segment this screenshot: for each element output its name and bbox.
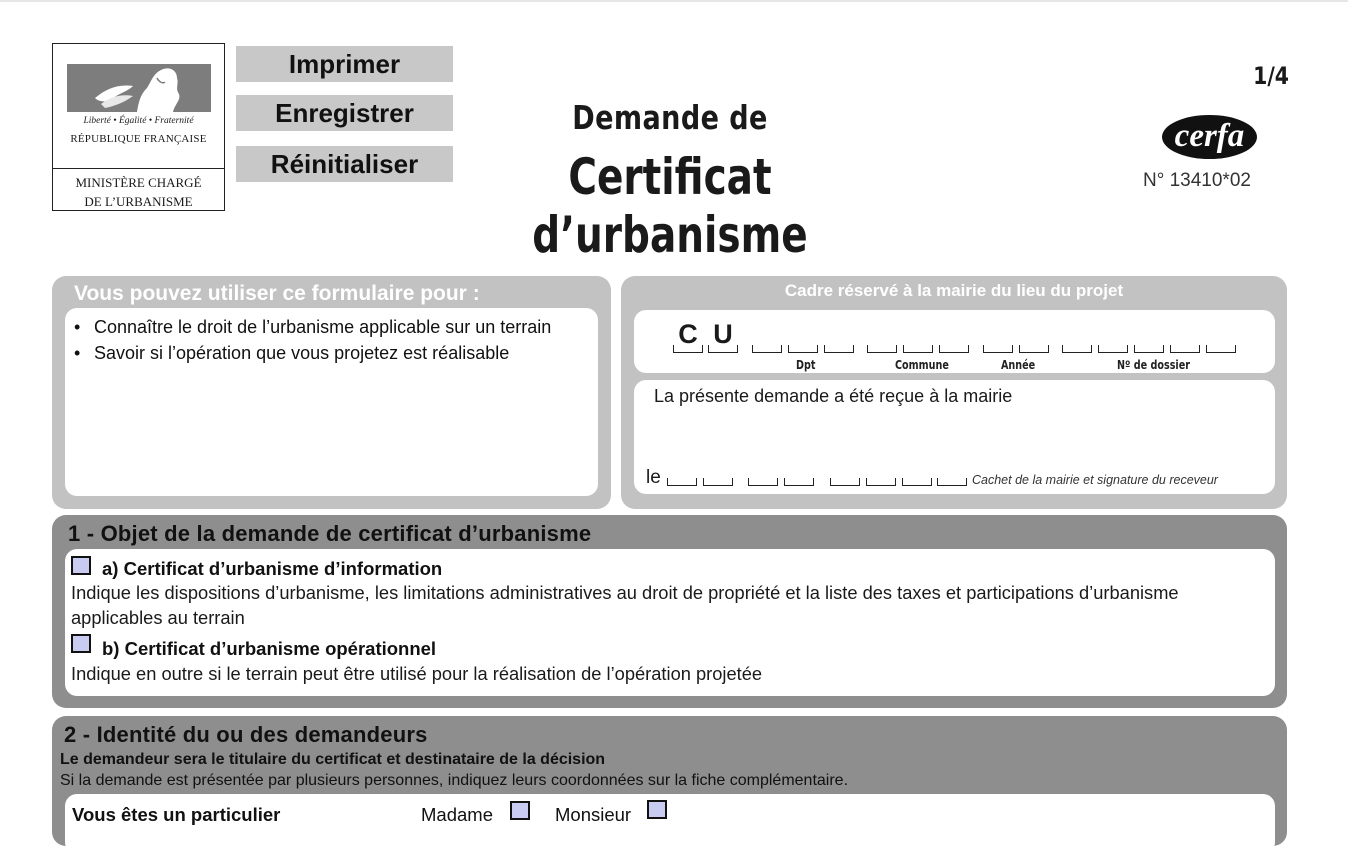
monsieur-label: Monsieur: [555, 804, 632, 825]
republic-motto: Liberté • Égalité • Fraternité: [83, 116, 194, 126]
usage-item-text: Savoir si l’opération que vous projetez est réalisable: [94, 343, 510, 363]
commune-cell[interactable]: [903, 322, 933, 353]
stamp-caption: Cachet de la mairie et signature du receveur: [972, 473, 1218, 487]
print-button[interactable]: Imprimer: [236, 46, 453, 82]
top-divider: [0, 0, 1348, 2]
date-cell[interactable]: [784, 455, 814, 486]
madame-checkbox[interactable]: [510, 801, 530, 820]
ministry-line-1: MINISTÈRE CHARGÉ: [75, 175, 202, 190]
option-a-label: a) Certificat d’urbanisme d’information: [102, 558, 443, 579]
section-2-subtitle: Le demandeur sera le titulaire du certificat et destinataire de la décision: [60, 751, 606, 768]
form-title-line-1: Demande de: [572, 98, 768, 137]
bullet-icon: •: [74, 317, 81, 337]
usage-item-text: Connaître le droit de l’urbanisme applicable sur un terrain: [94, 317, 552, 337]
dpt-label: Dpt: [796, 358, 816, 372]
commune-cell[interactable]: [867, 322, 897, 353]
date-label: le: [646, 467, 661, 488]
dossier-cell[interactable]: [1170, 322, 1200, 353]
save-button[interactable]: Enregistrer: [236, 95, 453, 131]
usage-item: [74, 314, 592, 340]
republic-logo: [52, 43, 225, 211]
marianne-icon: [67, 64, 211, 112]
dpt-cell[interactable]: [824, 322, 854, 353]
option-a-checkbox[interactable]: [71, 556, 91, 575]
cu-letter: U: [713, 319, 733, 349]
date-cell[interactable]: [667, 455, 697, 486]
date-cell[interactable]: [902, 455, 932, 486]
dossier-label: Nº de dossier: [1117, 358, 1190, 372]
ministry-name: [53, 173, 224, 211]
date-cell[interactable]: [830, 455, 860, 486]
madame-label: Madame: [421, 804, 493, 825]
reception-text: La présente demande a été reçue à la mairie: [654, 386, 1013, 406]
commune-label: Commune: [895, 358, 949, 372]
date-cell[interactable]: [866, 455, 896, 486]
option-a-description: Indique les dispositions d’urbanisme, les limitations administratives au droit de propriété et la liste des taxes et participations d’urbanisme applicables au terrain: [71, 582, 1179, 628]
dossier-cell[interactable]: [1134, 322, 1164, 353]
bullet-icon: •: [74, 343, 81, 363]
monsieur-checkbox[interactable]: [647, 800, 667, 819]
section-2-note: Si la demande est présentée par plusieurs personnes, indiquez leurs coordonnées sur la fiche complémentaire.: [60, 772, 849, 789]
date-cell[interactable]: [703, 455, 733, 486]
usage-panel-title: Vous pouvez utiliser ce formulaire pour :: [74, 282, 480, 305]
option-b-description: Indique en outre si le terrain peut être utilisé pour la réalisation de l’opération projetée: [71, 663, 763, 684]
reset-button[interactable]: Réinitialiser: [236, 146, 453, 182]
annee-label: Année: [1001, 358, 1036, 372]
option-b-checkbox[interactable]: [71, 634, 91, 653]
date-cell[interactable]: [748, 455, 778, 486]
dossier-cell[interactable]: [1098, 322, 1128, 353]
logo-emblem-area: [53, 44, 224, 169]
republic-name: RÉPUBLIQUE FRANÇAISE: [70, 133, 207, 145]
page-number: 1/4: [1253, 62, 1290, 90]
annee-cell[interactable]: [983, 322, 1013, 353]
dossier-cell[interactable]: [1062, 322, 1092, 353]
commune-cell[interactable]: [939, 322, 969, 353]
section-2-title: 2 - Identité du ou des demandeurs: [64, 722, 428, 747]
cerfa-number: N° 13410*02: [1143, 170, 1251, 191]
date-cell[interactable]: [937, 455, 967, 486]
option-b-label: b) Certificat d’urbanisme opérationnel: [102, 638, 437, 659]
mairie-panel-title: Cadre réservé à la mairie du lieu du projet: [784, 281, 1124, 300]
dossier-cell[interactable]: [1206, 322, 1236, 353]
ministry-line-2: DE L’URBANISME: [84, 194, 193, 209]
dpt-cell[interactable]: [752, 322, 782, 353]
dpt-cell[interactable]: [788, 322, 818, 353]
usage-list: [74, 314, 592, 366]
annee-cell[interactable]: [1019, 322, 1049, 353]
cerfa-logo: cerfa: [1162, 115, 1257, 159]
section-1-title: 1 - Objet de la demande de certificat d’urbanisme: [68, 521, 592, 546]
usage-item: [74, 340, 592, 366]
particulier-label: Vous êtes un particulier: [72, 804, 281, 825]
form-title-line-2: Certificat d’urbanisme: [532, 148, 808, 264]
cu-letter: C: [678, 319, 698, 349]
